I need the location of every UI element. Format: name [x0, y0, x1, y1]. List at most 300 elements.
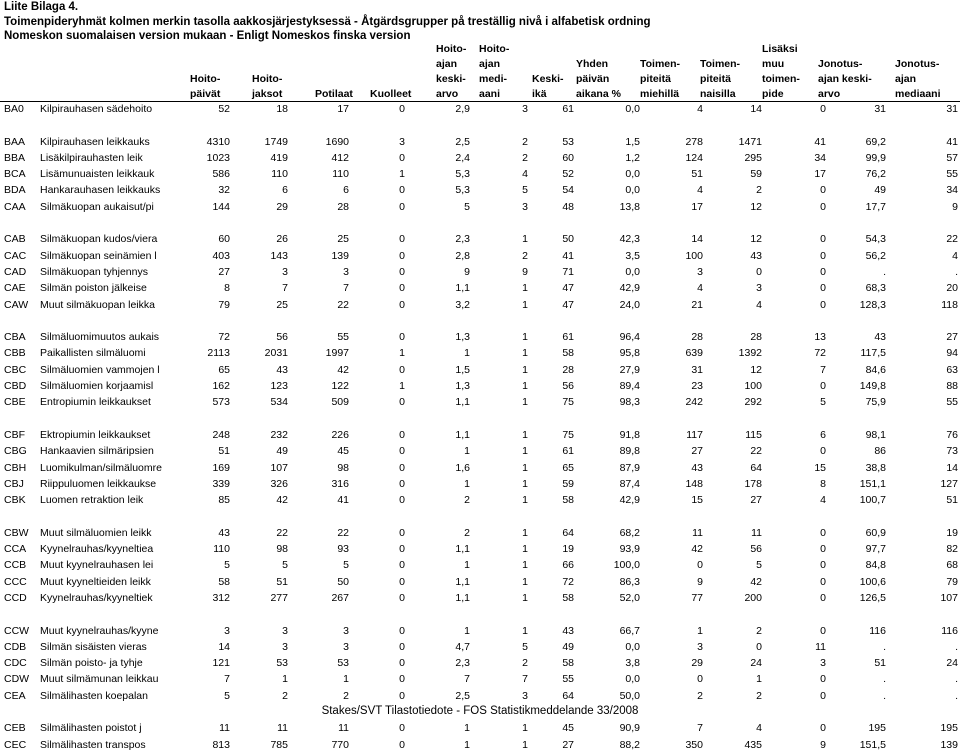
cell-lisaksi-muu: 0	[820, 559, 826, 572]
cell-toimenpiteita-naisilla: 1471	[738, 135, 762, 148]
cell-hoitopaivat: 121	[212, 657, 230, 670]
cell-hoitoajan-mediaani: 1	[522, 298, 528, 311]
cell-hoitopaivat: 60	[218, 233, 230, 246]
cell-kuolleet: 0	[399, 200, 405, 213]
cell-keski-ika: 60	[562, 151, 574, 164]
cell-hoitoajan-mediaani: 1	[522, 445, 528, 458]
cell-name: Luomen retraktion leik	[40, 494, 144, 507]
cell-toimenpiteita-miehilla: 124	[685, 151, 703, 164]
cell-yhden-paivan: 42,9	[619, 282, 640, 295]
cell-lisaksi-muu: 0	[820, 526, 826, 539]
cell-toimenpiteita-naisilla: 2	[756, 624, 762, 637]
cell-yhden-paivan: 0,0	[625, 640, 640, 653]
cell-toimenpiteita-miehilla: 4	[697, 103, 703, 115]
cell-hoitoajan-keskiarvo: 5,3	[455, 184, 470, 197]
cell-keski-ika: 59	[562, 477, 574, 490]
cell-potilaat: 6	[343, 184, 349, 197]
group-spacer	[0, 412, 960, 428]
cell-jonotus-keskiarvo: 43	[874, 331, 886, 344]
cell-name: Silmän poiston jälkeise	[40, 282, 147, 295]
cell-jonotus-mediaani: 57	[946, 151, 958, 164]
table-row	[0, 526, 960, 542]
table-row	[0, 477, 960, 493]
cell-jonotus-mediaani: 63	[946, 363, 958, 376]
cell-code: CCB	[4, 559, 27, 572]
cell-jonotus-mediaani: 118	[941, 298, 958, 311]
cell-kuolleet: 0	[399, 282, 405, 295]
cell-kuolleet: 0	[399, 640, 405, 653]
cell-name: Lisämunuaisten leikkauk	[40, 168, 155, 181]
cell-hoitoajan-keskiarvo: 1,1	[455, 575, 470, 588]
cell-hoitojaksot: 1749	[264, 135, 288, 148]
header-jonotus-mediaani: Jonotus- ajan mediaani	[895, 58, 941, 100]
cell-hoitoajan-keskiarvo: 2,8	[455, 249, 470, 262]
cell-hoitopaivat: 52	[218, 103, 230, 115]
cell-name: Silmäluomien korjaamisl	[40, 380, 154, 393]
cell-yhden-paivan: 86,3	[619, 575, 640, 588]
cell-jonotus-keskiarvo: .	[883, 640, 886, 653]
cell-kuolleet: 0	[399, 591, 405, 604]
cell-hoitopaivat: 85	[218, 494, 230, 507]
cell-keski-ika: 61	[562, 103, 574, 115]
cell-jonotus-keskiarvo: .	[883, 265, 886, 278]
cell-hoitoajan-mediaani: 1	[522, 363, 528, 376]
cell-yhden-paivan: 98,3	[619, 396, 640, 409]
header-kuolleet: Kuolleet	[370, 88, 412, 100]
cell-keski-ika: 54	[562, 184, 574, 197]
table-row	[0, 558, 960, 574]
cell-hoitoajan-mediaani: 1	[522, 461, 528, 474]
cell-jonotus-keskiarvo: 54,3	[865, 233, 886, 246]
cell-yhden-paivan: 0,0	[625, 184, 640, 197]
cell-hoitoajan-mediaani: 1	[522, 575, 528, 588]
cell-yhden-paivan: 0,0	[625, 103, 640, 115]
cell-jonotus-mediaani: 195	[940, 722, 958, 735]
cell-toimenpiteita-miehilla: 0	[697, 673, 703, 686]
cell-toimenpiteita-miehilla: 29	[691, 657, 703, 670]
table-body	[0, 102, 960, 754]
cell-lisaksi-muu: 9	[820, 738, 826, 751]
cell-hoitopaivat: 144	[212, 200, 230, 213]
cell-jonotus-mediaani: 68	[946, 559, 958, 572]
cell-toimenpiteita-miehilla: 9	[697, 575, 703, 588]
cell-keski-ika: 41	[562, 249, 574, 262]
header-lisaksi-muu: Lisäksi muu toimen- pide	[762, 43, 800, 100]
cell-name: Riippuluomen leikkaukse	[40, 477, 157, 490]
cell-jonotus-keskiarvo: 100,6	[859, 575, 886, 588]
cell-hoitopaivat: 2113	[207, 347, 230, 360]
cell-hoitoajan-keskiarvo: 1,6	[455, 461, 470, 474]
cell-hoitojaksot: 26	[276, 233, 288, 246]
cell-hoitojaksot: 51	[276, 575, 288, 588]
cell-kuolleet: 0	[399, 722, 405, 735]
cell-toimenpiteita-miehilla: 4	[697, 184, 703, 197]
cell-yhden-paivan: 87,9	[619, 461, 640, 474]
cell-name: Lisäkilpirauhasten leik	[40, 151, 143, 164]
cell-kuolleet: 0	[399, 526, 405, 539]
cell-hoitoajan-mediaani: 1	[522, 543, 528, 556]
header-toimenpiteita-miehilla: Toimen- piteitä miehillä	[640, 58, 681, 100]
cell-name: Paikallisten silmäluomi	[40, 347, 146, 360]
cell-hoitojaksot: 1	[282, 673, 288, 686]
cell-hoitoajan-mediaani: 1	[522, 559, 528, 572]
cell-hoitoajan-keskiarvo: 1	[464, 559, 470, 572]
cell-jonotus-mediaani: 24	[946, 657, 958, 670]
cell-yhden-paivan: 0,0	[625, 673, 640, 686]
cell-code: CBB	[4, 347, 26, 360]
cell-toimenpiteita-miehilla: 350	[685, 738, 703, 751]
cell-code: CBJ	[4, 477, 24, 490]
cell-kuolleet: 0	[399, 575, 405, 588]
cell-keski-ika: 72	[562, 575, 574, 588]
cell-toimenpiteita-naisilla: 59	[750, 168, 762, 181]
cell-kuolleet: 3	[399, 135, 405, 148]
cell-jonotus-keskiarvo: 38,8	[865, 461, 886, 474]
header-jonotus-keskiarvo: Jonotus- ajan keski- arvo	[818, 58, 872, 100]
cell-jonotus-mediaani: 19	[946, 526, 958, 539]
cell-hoitopaivat: 813	[212, 738, 230, 751]
cell-jonotus-keskiarvo: 100,7	[859, 494, 886, 507]
cell-yhden-paivan: 0,0	[625, 265, 640, 278]
cell-jonotus-mediaani: .	[955, 640, 958, 653]
cell-hoitojaksot: 3	[282, 624, 288, 637]
cell-jonotus-keskiarvo: 51	[874, 657, 886, 670]
cell-yhden-paivan: 1,2	[625, 151, 640, 164]
cell-hoitoajan-mediaani: 1	[522, 526, 528, 539]
cell-yhden-paivan: 88,2	[619, 738, 640, 751]
cell-kuolleet: 0	[399, 103, 405, 115]
cell-hoitojaksot: 43	[276, 363, 288, 376]
cell-jonotus-mediaani: 41	[946, 135, 958, 148]
cell-hoitojaksot: 11	[277, 722, 288, 735]
cell-name: Entropiumin leikkaukset	[40, 396, 151, 409]
cell-hoitoajan-mediaani: 1	[522, 396, 528, 409]
cell-jonotus-mediaani: 55	[946, 168, 958, 181]
cell-toimenpiteita-naisilla: 115	[745, 428, 762, 441]
cell-potilaat: 1997	[325, 347, 349, 360]
cell-hoitojaksot: 232	[270, 428, 288, 441]
cell-jonotus-mediaani: 20	[946, 282, 958, 295]
cell-toimenpiteita-naisilla: 292	[744, 396, 762, 409]
cell-jonotus-keskiarvo: 98,1	[865, 428, 886, 441]
cell-toimenpiteita-miehilla: 27	[691, 445, 703, 458]
cell-jonotus-mediaani: 73	[946, 445, 958, 458]
cell-hoitopaivat: 51	[218, 445, 230, 458]
cell-toimenpiteita-naisilla: 2	[756, 689, 762, 702]
cell-jonotus-keskiarvo: 60,9	[865, 526, 886, 539]
cell-keski-ika: 61	[562, 331, 574, 344]
cell-toimenpiteita-miehilla: 100	[685, 249, 703, 262]
table-row	[0, 379, 960, 395]
cell-yhden-paivan: 93,9	[619, 543, 640, 556]
table-row	[0, 298, 960, 314]
cell-toimenpiteita-naisilla: 2	[756, 184, 762, 197]
cell-hoitojaksot: 110	[271, 168, 288, 181]
cell-yhden-paivan: 42,3	[619, 233, 640, 246]
cell-potilaat: 412	[331, 151, 349, 164]
table-row	[0, 330, 960, 346]
cell-name: Muut kyyneltieiden leikk	[40, 575, 151, 588]
cell-yhden-paivan: 95,8	[619, 347, 640, 360]
cell-hoitoajan-keskiarvo: 1	[464, 624, 470, 637]
cell-potilaat: 509	[331, 396, 349, 409]
cell-hoitoajan-keskiarvo: 2,3	[455, 657, 470, 670]
cell-hoitoajan-mediaani: 5	[522, 184, 528, 197]
header-hoitojaksot: Hoito- jaksot	[252, 73, 283, 100]
cell-jonotus-mediaani: .	[955, 689, 958, 702]
cell-yhden-paivan: 1,5	[625, 135, 640, 148]
cell-hoitojaksot: 107	[270, 461, 288, 474]
group-spacer	[0, 118, 960, 134]
cell-toimenpiteita-naisilla: 64	[750, 461, 762, 474]
header-yhden-paivan: Yhden päivän aikana %	[576, 58, 621, 100]
cell-toimenpiteita-naisilla: 43	[750, 249, 762, 262]
cell-yhden-paivan: 96,4	[619, 331, 640, 344]
cell-toimenpiteita-naisilla: 56	[750, 543, 762, 556]
cell-jonotus-keskiarvo: 128,3	[859, 298, 886, 311]
cell-kuolleet: 0	[399, 396, 405, 409]
table-row	[0, 151, 960, 167]
cell-kuolleet: 0	[399, 477, 405, 490]
cell-hoitojaksot: 18	[276, 103, 288, 115]
group-spacer	[0, 314, 960, 330]
cell-yhden-paivan: 3,8	[625, 657, 640, 670]
cell-kuolleet: 0	[399, 559, 405, 572]
table-row	[0, 232, 960, 248]
cell-toimenpiteita-naisilla: 4	[756, 298, 762, 311]
cell-code: CCD	[4, 591, 27, 604]
cell-lisaksi-muu: 0	[820, 282, 826, 295]
cell-keski-ika: 45	[562, 722, 574, 735]
cell-potilaat: 17	[337, 103, 349, 115]
cell-code: BA0	[4, 103, 24, 115]
cell-keski-ika: 58	[562, 591, 574, 604]
cell-kuolleet: 0	[399, 428, 405, 441]
cell-hoitoajan-keskiarvo: 2,5	[455, 689, 470, 702]
cell-name: Ektropiumin leikkaukset	[40, 428, 151, 441]
cell-hoitopaivat: 4310	[206, 135, 230, 148]
cell-hoitojaksot: 143	[270, 249, 288, 262]
cell-code: CBA	[4, 331, 26, 344]
cell-potilaat: 45	[337, 445, 349, 458]
cell-kuolleet: 0	[399, 461, 405, 474]
cell-kuolleet: 0	[399, 184, 405, 197]
cell-toimenpiteita-miehilla: 0	[697, 559, 703, 572]
table-row	[0, 738, 960, 754]
cell-toimenpiteita-naisilla: 100	[744, 380, 762, 393]
cell-lisaksi-muu: 0	[820, 575, 826, 588]
cell-yhden-paivan: 52,0	[619, 591, 640, 604]
cell-toimenpiteita-miehilla: 15	[691, 494, 703, 507]
cell-toimenpiteita-naisilla: 4	[756, 722, 762, 735]
cell-jonotus-keskiarvo: 17,7	[865, 200, 886, 213]
cell-hoitoajan-keskiarvo: 1	[464, 445, 470, 458]
cell-keski-ika: 19	[562, 543, 574, 556]
cell-keski-ika: 71	[562, 265, 574, 278]
header-hoitoajan-keskiarvo: Hoito- ajan keski- arvo	[436, 43, 467, 100]
cell-hoitojaksot: 2031	[264, 347, 288, 360]
cell-code: CAD	[4, 265, 27, 278]
cell-potilaat: 316	[331, 477, 349, 490]
cell-potilaat: 122	[331, 380, 349, 393]
cell-kuolleet: 0	[399, 249, 405, 262]
cell-keski-ika: 43	[562, 624, 574, 637]
cell-hoitoajan-keskiarvo: 2,5	[455, 135, 470, 148]
cell-name: Kilpirauhasen leikkauks	[40, 135, 150, 148]
cell-lisaksi-muu: 0	[820, 184, 826, 197]
cell-jonotus-mediaani: 88	[946, 380, 958, 393]
cell-kuolleet: 0	[399, 657, 405, 670]
cell-jonotus-keskiarvo: 69,2	[865, 135, 886, 148]
cell-toimenpiteita-naisilla: 28	[750, 331, 762, 344]
cell-yhden-paivan: 24,0	[619, 298, 640, 311]
table-row	[0, 200, 960, 216]
cell-hoitojaksot: 53	[276, 657, 288, 670]
cell-hoitoajan-mediaani: 2	[522, 135, 528, 148]
cell-toimenpiteita-naisilla: 0	[756, 265, 762, 278]
cell-toimenpiteita-naisilla: 1392	[738, 347, 762, 360]
cell-lisaksi-muu: 0	[820, 380, 826, 393]
cell-yhden-paivan: 87,4	[619, 477, 640, 490]
cell-hoitopaivat: 403	[212, 249, 230, 262]
cell-potilaat: 3	[343, 640, 349, 653]
cell-kuolleet: 0	[399, 543, 405, 556]
cell-hoitopaivat: 248	[212, 428, 230, 441]
cell-hoitojaksot: 6	[282, 184, 288, 197]
table-row	[0, 575, 960, 591]
cell-potilaat: 28	[337, 200, 349, 213]
table-title: Toimenpideryhmät kolmen merkin tasolla aakkosjärjestyksessä - Åtgärdsgrupper på treställig nivå i alfabetisk ordning	[4, 15, 651, 28]
cell-hoitoajan-keskiarvo: 1,1	[455, 282, 470, 295]
table-row	[0, 428, 960, 444]
cell-keski-ika: 61	[562, 445, 574, 458]
cell-lisaksi-muu: 0	[820, 103, 826, 115]
cell-code: CEA	[4, 689, 26, 702]
cell-hoitoajan-keskiarvo: 2,9	[455, 103, 470, 115]
cell-potilaat: 267	[331, 591, 349, 604]
cell-hoitoajan-keskiarvo: 1,1	[455, 396, 470, 409]
cell-hoitojaksot: 534	[270, 396, 288, 409]
cell-jonotus-keskiarvo: 151,5	[859, 738, 886, 751]
cell-hoitopaivat: 573	[212, 396, 230, 409]
cell-hoitopaivat: 14	[218, 640, 230, 653]
table-row	[0, 689, 960, 705]
cell-jonotus-keskiarvo: 76,2	[865, 168, 886, 181]
cell-lisaksi-muu: 6	[820, 428, 826, 441]
cell-hoitoajan-mediaani: 9	[522, 265, 528, 278]
cell-toimenpiteita-miehilla: 639	[685, 347, 703, 360]
cell-lisaksi-muu: 5	[820, 396, 826, 409]
cell-code: CDB	[4, 640, 27, 653]
cell-toimenpiteita-naisilla: 24	[750, 657, 762, 670]
cell-hoitoajan-keskiarvo: 2,3	[455, 233, 470, 246]
cell-hoitojaksot: 3	[282, 640, 288, 653]
cell-hoitopaivat: 3	[224, 624, 230, 637]
cell-hoitoajan-mediaani: 1	[522, 477, 528, 490]
cell-potilaat: 53	[337, 657, 349, 670]
cell-hoitopaivat: 43	[218, 526, 230, 539]
cell-lisaksi-muu: 0	[820, 298, 826, 311]
cell-toimenpiteita-naisilla: 11	[751, 526, 762, 539]
cell-keski-ika: 55	[562, 673, 574, 686]
cell-code: CAB	[4, 233, 26, 246]
cell-potilaat: 25	[337, 233, 349, 246]
cell-toimenpiteita-naisilla: 12	[750, 233, 762, 246]
cell-hoitopaivat: 5	[224, 689, 230, 702]
cell-hoitoajan-keskiarvo: 1,5	[455, 363, 470, 376]
cell-toimenpiteita-miehilla: 43	[691, 461, 703, 474]
cell-name: Muut silmäluomien leikk	[40, 526, 152, 539]
cell-name: Muut silmämunan leikkau	[40, 673, 159, 686]
cell-hoitoajan-keskiarvo: 1	[464, 738, 470, 751]
cell-code: CBK	[4, 494, 26, 507]
cell-jonotus-mediaani: 82	[946, 543, 958, 556]
cell-code: BAA	[4, 135, 26, 148]
cell-hoitopaivat: 162	[212, 380, 230, 393]
cell-jonotus-keskiarvo: 84,6	[865, 363, 886, 376]
table-row	[0, 624, 960, 640]
cell-name: Kyynelrauhas/kyyneltiek	[40, 591, 153, 604]
cell-kuolleet: 0	[399, 624, 405, 637]
table-row	[0, 167, 960, 183]
cell-hoitojaksot: 2	[282, 689, 288, 702]
cell-hoitopaivat: 79	[218, 298, 230, 311]
cell-lisaksi-muu: 0	[820, 591, 826, 604]
group-spacer	[0, 216, 960, 232]
cell-hoitoajan-mediaani: 1	[522, 380, 528, 393]
table-row	[0, 656, 960, 672]
cell-code: CDW	[4, 673, 30, 686]
cell-keski-ika: 52	[562, 168, 574, 181]
cell-name: Silmäkuopan kudos/viera	[40, 233, 158, 246]
cell-lisaksi-muu: 0	[820, 689, 826, 702]
cell-jonotus-mediaani: 51	[946, 494, 958, 507]
cell-hoitojaksot: 98	[276, 543, 288, 556]
cell-hoitoajan-keskiarvo: 1	[464, 722, 470, 735]
cell-toimenpiteita-naisilla: 435	[744, 738, 762, 751]
cell-hoitopaivat: 312	[212, 591, 230, 604]
cell-lisaksi-muu: 0	[820, 673, 826, 686]
cell-potilaat: 42	[337, 363, 349, 376]
table-row	[0, 346, 960, 362]
cell-hoitoajan-keskiarvo: 1,3	[455, 380, 470, 393]
cell-hoitopaivat: 7	[224, 673, 230, 686]
cell-potilaat: 41	[337, 494, 349, 507]
cell-hoitoajan-keskiarvo: 9	[464, 265, 470, 278]
cell-jonotus-keskiarvo: .	[883, 689, 886, 702]
cell-lisaksi-muu: 4	[820, 494, 826, 507]
cell-toimenpiteita-miehilla: 278	[685, 135, 703, 148]
cell-toimenpiteita-naisilla: 12	[750, 363, 762, 376]
cell-keski-ika: 48	[562, 200, 574, 213]
header-potilaat: Potilaat	[315, 88, 353, 100]
cell-jonotus-mediaani: 4	[952, 249, 958, 262]
cell-hoitojaksot: 326	[270, 477, 288, 490]
table-row	[0, 183, 960, 199]
cell-hoitopaivat: 1023	[206, 151, 230, 164]
cell-kuolleet: 0	[399, 151, 405, 164]
cell-jonotus-keskiarvo: 116	[869, 624, 886, 637]
cell-kuolleet: 1	[399, 168, 405, 181]
cell-hoitoajan-mediaani: 1	[522, 494, 528, 507]
cell-toimenpiteita-naisilla: 42	[750, 575, 762, 588]
cell-toimenpiteita-miehilla: 2	[697, 689, 703, 702]
cell-hoitoajan-keskiarvo: 1,1	[455, 591, 470, 604]
cell-toimenpiteita-naisilla: 178	[744, 477, 762, 490]
cell-name: Silmälihasten poistot j	[40, 722, 142, 735]
cell-keski-ika: 65	[562, 461, 574, 474]
cell-hoitoajan-keskiarvo: 2,4	[455, 151, 470, 164]
